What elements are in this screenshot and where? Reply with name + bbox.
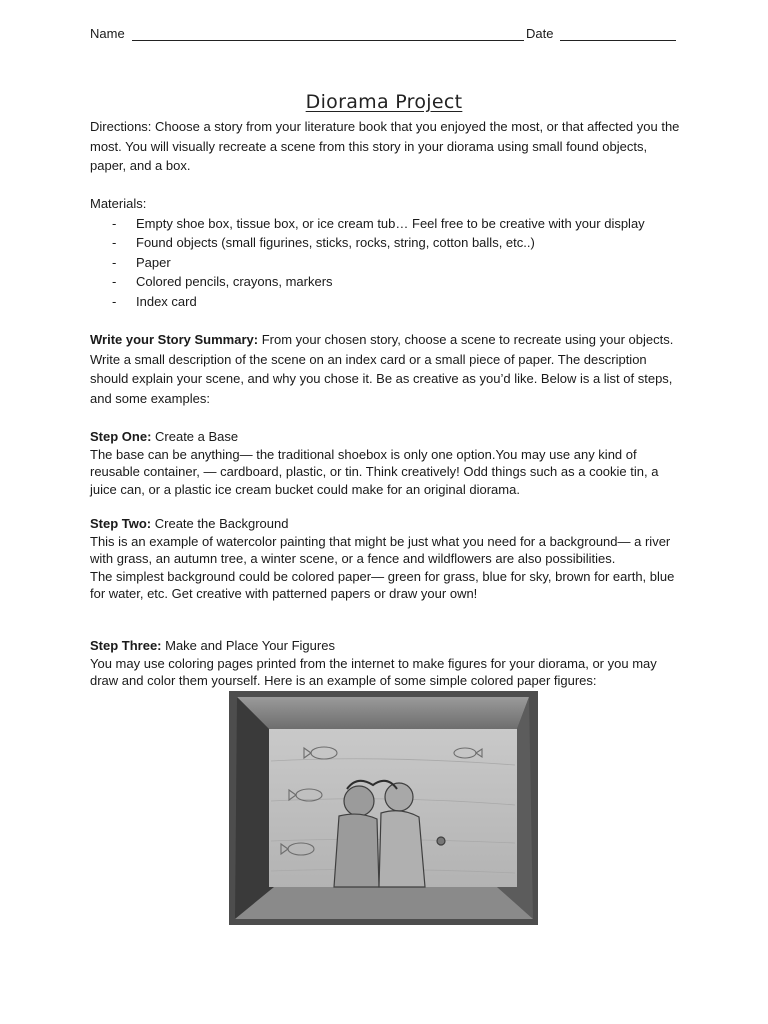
step-three-section <box>90 637 682 690</box>
summary-text: From your chosen story, choose a scene to recreate using your objects. Write a small description of the scene on an index card or a small piece of paper. The description should explain your scene, and why you chose it. Be as creative as you’d like. Below is a list of steps, and some examples: <box>90 332 674 406</box>
list-item: - Paper <box>112 254 171 270</box>
directions-section <box>90 117 682 176</box>
page-title: Diorama Project <box>305 91 463 113</box>
list-item: - Index card <box>112 293 197 309</box>
step-two-text-2: The simplest background could be colored paper— green for grass, blue for sky, brown for earth, blue for water, etc. Get creative with patterned papers or draw your own! <box>90 568 675 602</box>
list-item: - Colored pencils, crayons, markers <box>112 274 333 289</box>
date-blank-line <box>560 40 676 41</box>
materials-list <box>90 214 682 312</box>
list-item: - Empty shoe box, tissue box, or ice cream tub… Feel free to be creative with your display <box>112 215 645 231</box>
diorama-photo <box>229 691 538 925</box>
directions-text: Directions: Choose a story from your literature book that you enjoyed the most, or that affected you the most. You will visually recreate a scene from this story in your diorama using small found objects, paper, and a box. <box>90 119 680 173</box>
materials-section <box>90 194 682 311</box>
step-one-section <box>90 428 682 498</box>
step-two-text: This is an example of watercolor painting that might be just what you need for a background— a river with grass, an autumn tree, a winter scene, or a fence and wildflowers are also possibilities. <box>90 533 671 567</box>
name-blank-line <box>132 40 524 41</box>
date-label: Date <box>526 26 554 41</box>
list-item: - Found objects (small figurines, sticks, rocks, string, cotton balls, etc..) <box>112 235 535 250</box>
step-three-text: You may use coloring pages printed from the internet to make figures for your diorama, or you may draw and color them yourself. Here is an example of some simple colored paper figures: <box>90 655 657 689</box>
step-one-text: The base can be anything— the traditional shoebox is only one option.You may use any kind of reusable container, — cardboard, plastic, or tin. Think creatively! Odd things such as a cookie tin, a juice can, or a plastic ice cream bucket could make for an original diorama. <box>90 446 659 497</box>
step-two-section <box>90 515 682 603</box>
step-one-heading: Step One: Create a Base <box>90 429 239 444</box>
step-two-heading: Step Two: Create the Background <box>90 516 289 531</box>
materials-label: Materials: <box>90 196 147 211</box>
summary-paragraph <box>90 330 682 408</box>
name-label: Name <box>90 26 125 41</box>
story-summary-section <box>90 330 682 408</box>
summary-heading: Write your Story Summary: <box>90 332 259 347</box>
step-three-heading: Step Three: Make and Place Your Figures <box>90 638 335 653</box>
